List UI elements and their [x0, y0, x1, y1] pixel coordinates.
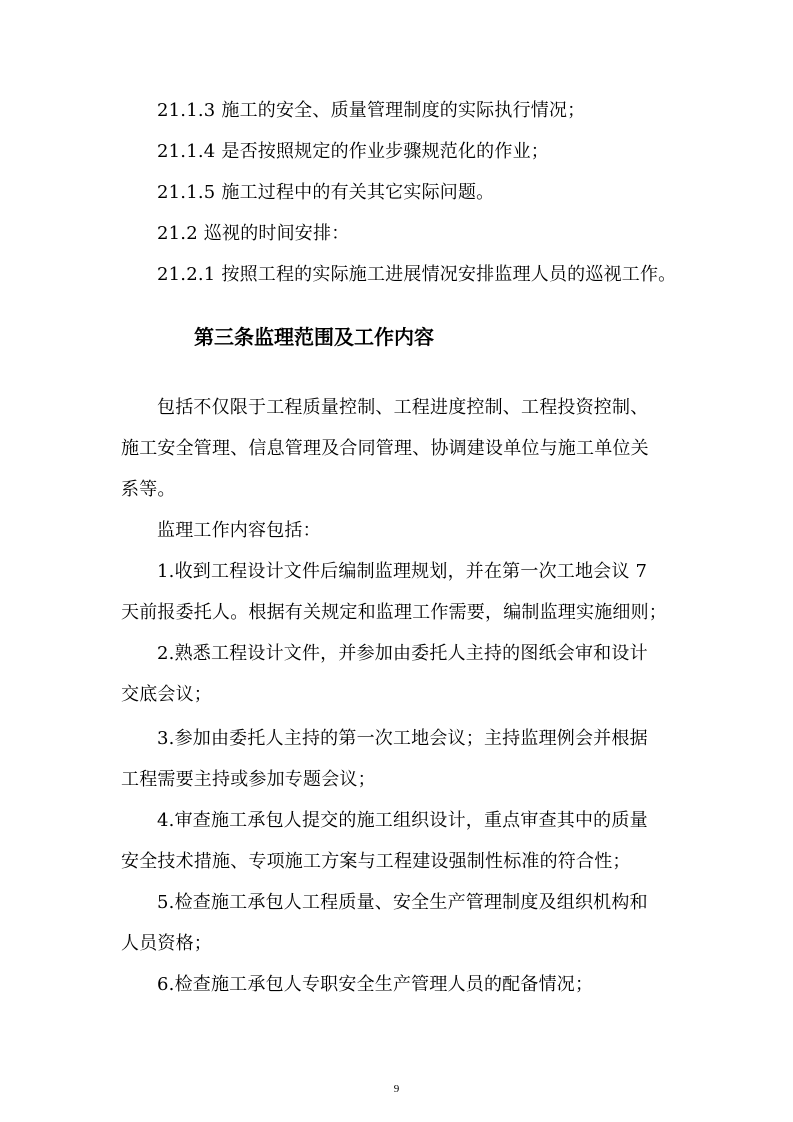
work-intro: 监理工作内容包括： — [157, 520, 321, 541]
scope-paragraph-line-3: 系等。 — [121, 479, 176, 500]
work-item-4-line-1: 4.审查施工承包人提交的施工组织设计，重点审查其中的质量 — [157, 810, 648, 831]
work-item-1-line-1: 1.收到工程设计文件后编制监理规划，并在第一次工地会议 7 — [157, 561, 648, 582]
work-item-1-line-2: 天前报委托人。根据有关规定和监理工作需要，编制监理实施细则； — [121, 602, 667, 623]
work-item-5-line-2: 人员资格； — [121, 933, 212, 954]
item-21-1-4: 21.1.4 是否按照规定的作业步骤规范化的作业； — [157, 141, 549, 162]
work-item-2-line-1: 2.熟悉工程设计文件，并参加由委托人主持的图纸会审和设计 — [157, 643, 648, 664]
work-item-2-line-2: 交底会议； — [121, 684, 212, 705]
section-title: 第三条监理范围及工作内容 — [194, 325, 434, 349]
work-item-3-line-1: 3.参加由委托人主持的第一次工地会议；主持监理例会并根据 — [157, 728, 648, 749]
item-21-1-3: 21.1.3 施工的安全、质量管理制度的实际执行情况； — [157, 100, 586, 121]
scope-paragraph-line-1: 包括不仅限于工程质量控制、工程进度控制、工程投资控制、 — [157, 397, 649, 418]
page-number: 9 — [393, 1083, 400, 1095]
item-21-2-1: 21.2.1 按照工程的实际施工进展情况安排监理人员的巡视工作。 — [157, 264, 677, 285]
work-item-6-line-1: 6.检查施工承包人专职安全生产管理人员的配备情况； — [157, 974, 594, 995]
item-21-2: 21.2 巡视的时间安排： — [157, 223, 350, 244]
item-21-1-5: 21.1.5 施工过程中的有关其它实际问题。 — [157, 182, 495, 203]
work-item-5-line-1: 5.检查施工承包人工程质量、安全生产管理制度及组织机构和 — [157, 892, 648, 913]
work-item-4-line-2: 安全技术措施、专项施工方案与工程建设强制性标准的符合性； — [121, 851, 631, 872]
scope-paragraph-line-2: 施工安全管理、信息管理及合同管理、协调建设单位与施工单位关 — [121, 438, 649, 459]
work-item-3-line-2: 工程需要主持或参加专题会议； — [121, 769, 376, 790]
